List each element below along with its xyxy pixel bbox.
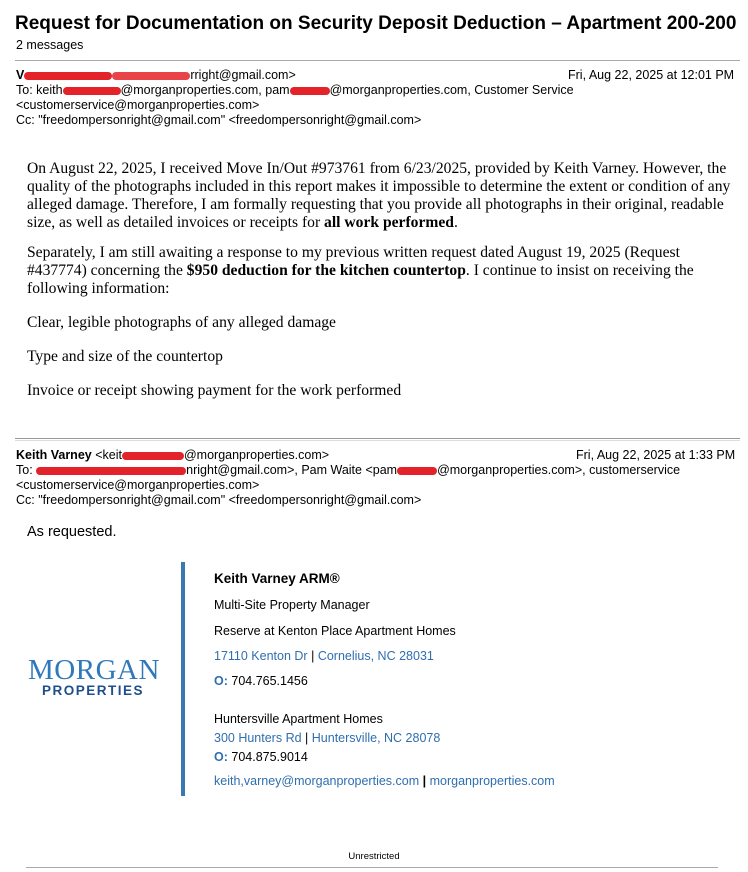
message2-date: Fri, Aug 22, 2025 at 1:33 PM	[576, 448, 736, 462]
address-link[interactable]: 17110 Kenton Dr	[214, 649, 308, 663]
message2-from: Keith Varney <keit @morganproperties.com>	[16, 448, 330, 462]
message2-to-cont: <customerservice@morganproperties.com>	[16, 478, 260, 492]
divider	[15, 440, 740, 441]
message2-cc: Cc: "freedompersonright@gmail.com" <freedompersonright@gmail.com>	[16, 493, 422, 507]
signature-accent-bar	[181, 562, 185, 796]
redaction	[24, 72, 112, 80]
paragraph: Separately, I am still awaiting a response to my previous written request dated August 19, 2025 (Request #437774) concerning the $950 deduction for the kitchen countertop. I continue to insist on receiving the following information:	[27, 244, 694, 297]
morgan-logo: MORGAN	[28, 654, 160, 686]
address-link[interactable]: 300 Hunters Rd	[214, 731, 302, 745]
signature-name: Keith Varney ARM®	[214, 571, 340, 586]
divider	[26, 867, 718, 868]
property-name: Reserve at Kenton Place Apartment Homes	[214, 624, 456, 638]
morgan-logo-subtitle: PROPERTIES	[41, 683, 145, 698]
property-address: 17110 Kenton Dr | Cornelius, NC 28031	[214, 649, 434, 663]
contact-links: keith,varney@morganproperties.com | morganproperties.com	[214, 774, 555, 788]
signature-title: Multi-Site Property Manager	[214, 598, 370, 612]
message-count: 2 messages	[16, 38, 84, 52]
redaction	[63, 87, 121, 95]
property-phone: O: 704.875.9014	[214, 750, 308, 764]
list-item: Clear, legible photographs of any alleged damage	[27, 314, 336, 331]
message2-body: As requested.	[27, 524, 117, 540]
redaction	[290, 87, 330, 95]
address-link[interactable]: Huntersville, NC 28078	[311, 731, 441, 745]
redaction	[36, 467, 186, 475]
divider	[15, 60, 740, 61]
thread-subject: Request for Documentation on Security Deposit Deduction – Apartment 200-200	[15, 13, 737, 34]
redaction	[397, 467, 437, 475]
email-link[interactable]: keith,varney@morganproperties.com	[214, 774, 420, 788]
divider	[15, 438, 740, 439]
message1-cc: Cc: "freedompersonright@gmail.com" <freedompersonright@gmail.com>	[16, 113, 422, 127]
message1-from: V rright@gmail.com>	[16, 68, 296, 82]
property-name: Huntersville Apartment Homes	[214, 712, 383, 726]
message2-to: To: nright@gmail.com>, Pam Waite <pam @morganproperties.com>, customerservice	[16, 463, 681, 477]
message1-date: Fri, Aug 22, 2025 at 12:01 PM	[568, 68, 735, 82]
property-address: 300 Hunters Rd | Huntersville, NC 28078	[214, 731, 441, 745]
message1-to-cont: <customerservice@morganproperties.com>	[16, 98, 260, 112]
message1-to: To: keith @morganproperties.com, pam @morganproperties.com, Customer Service	[16, 83, 574, 97]
website-link[interactable]: morganproperties.com	[429, 774, 555, 788]
redaction	[112, 72, 190, 80]
classification-label: Unrestricted	[348, 851, 400, 862]
list-item: Type and size of the countertop	[27, 348, 223, 365]
property-phone: O: 704.765.1456	[214, 674, 308, 688]
list-item: Invoice or receipt showing payment for the work performed	[27, 382, 402, 399]
address-link[interactable]: Cornelius, NC 28031	[317, 649, 434, 663]
paragraph: On August 22, 2025, I received Move In/Out #973761 from 6/23/2025, provided by Keith Varney. However, the quality of the photographs included in this report makes it impossible to determine the extent or condition of any alleged damage. Therefore, I am formally requesting that you provide all photographs in their original, readable size, as well as detailed invoices or receipts for all work performed.	[27, 160, 731, 231]
message1-body	[27, 160, 732, 400]
redaction	[122, 452, 184, 460]
